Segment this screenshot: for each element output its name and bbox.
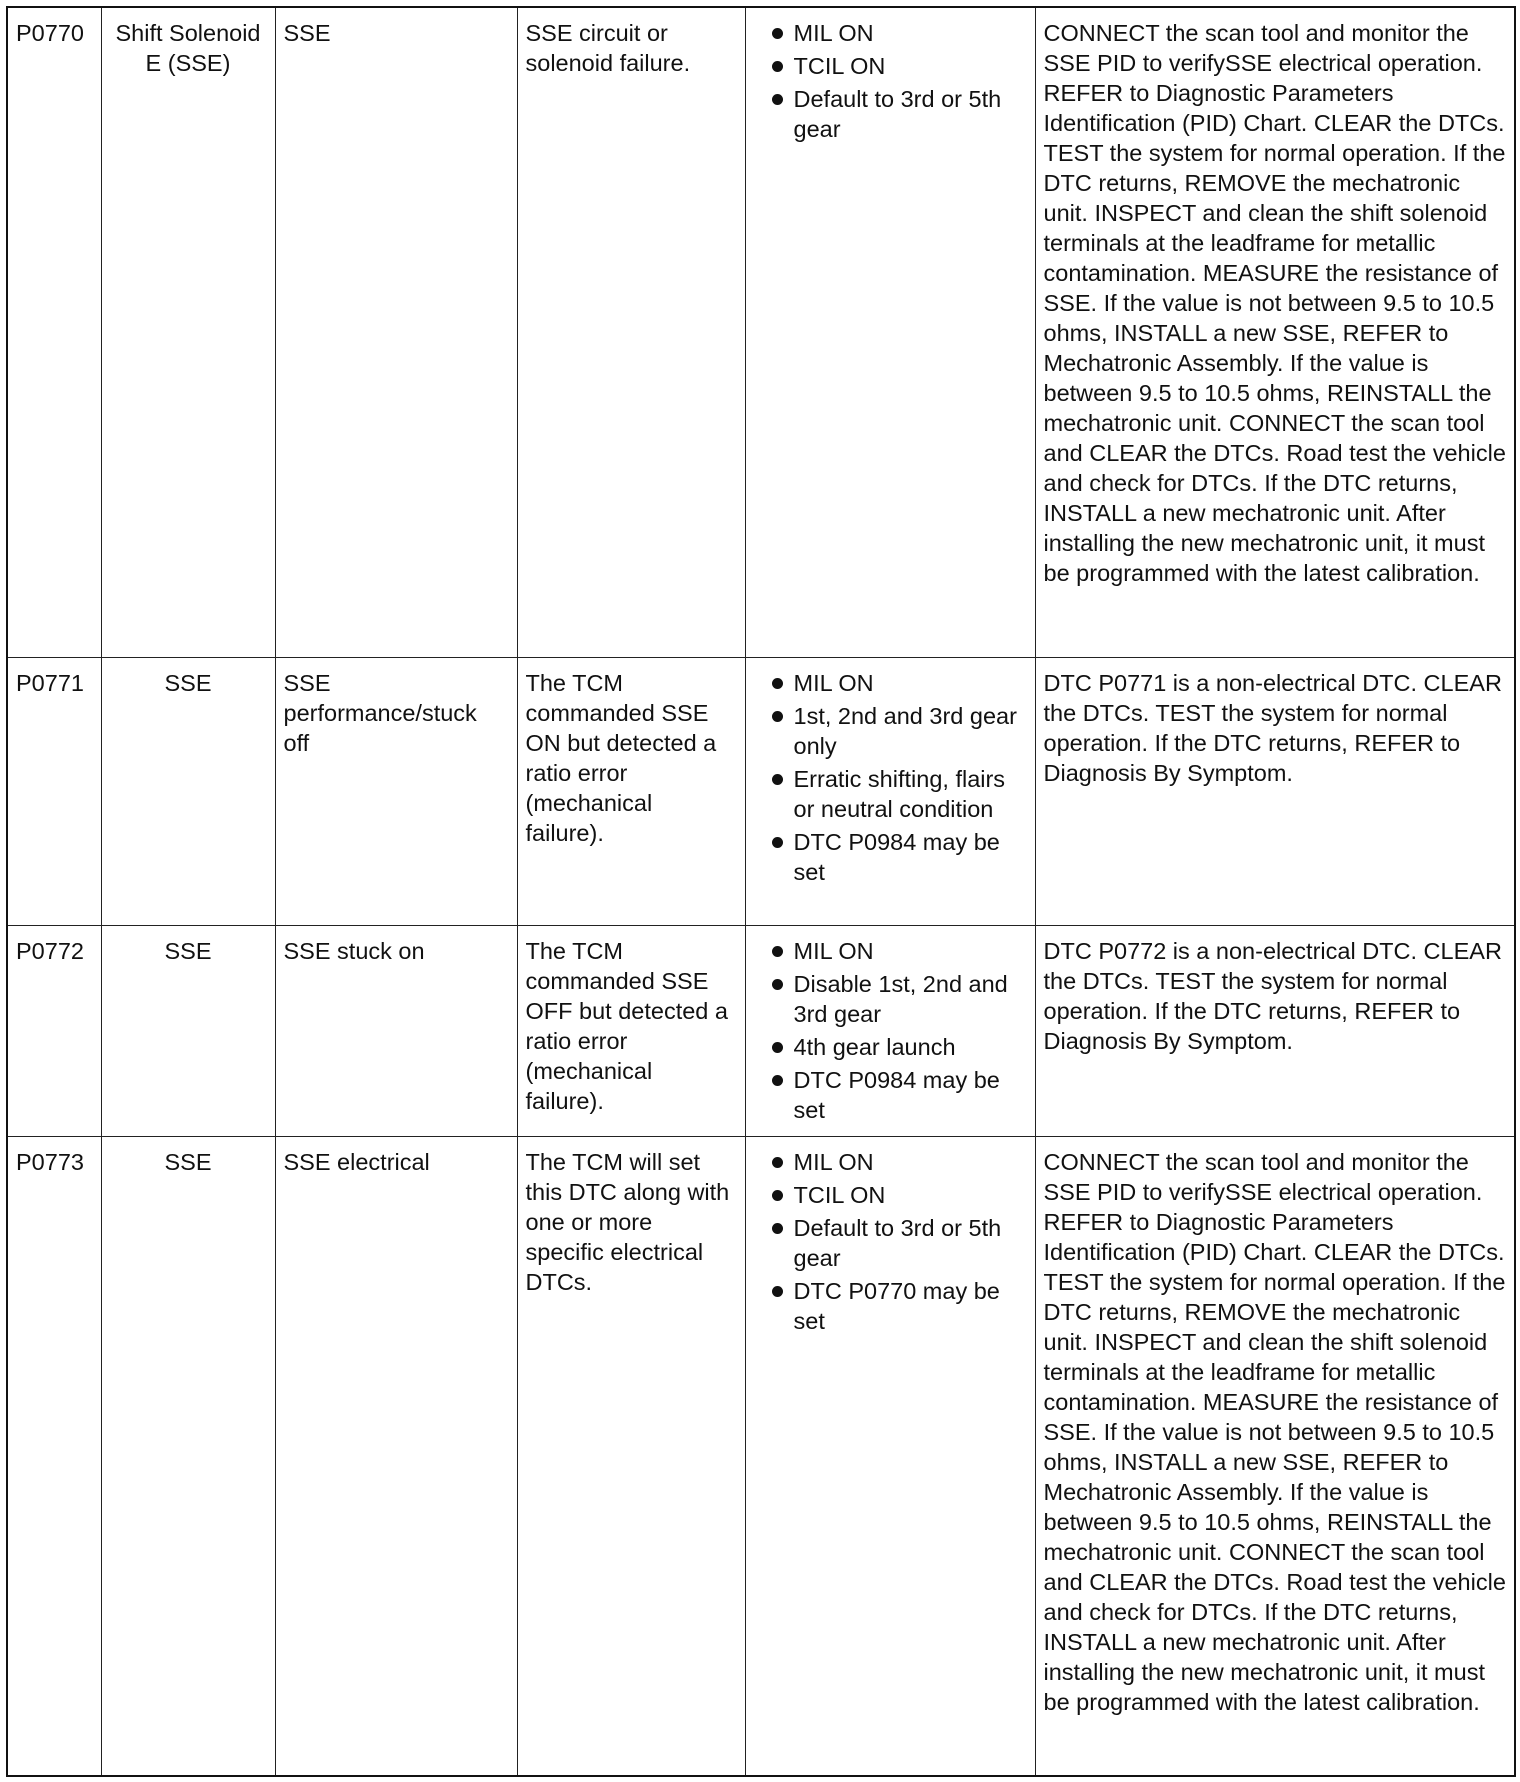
list-item: Disable 1st, 2nd and 3rd gear	[754, 969, 1027, 1029]
symptom-list	[754, 936, 1027, 1125]
action-text: CONNECT the scan tool and monitor the SSE PID to verifySSE electrical operation. REFER to Diagnostic Parameters Identification (PID) Chart. CLEAR the DTCs. TEST the system for normal operation. If the DTC returns, REMOVE the mechatronic unit. INSPECT and clean the shift solenoid terminals at the leadframe for metallic contamination. MEASURE the resistance of SSE. If the value is not between 9.5 to 10.5 ohms, INSTALL a new SSE, REFER to Mechatronic Assembly. If the value is between 9.5 to 10.5 ohms, REINSTALL the mechatronic unit. CONNECT the scan tool and CLEAR the DTCs. Road test the vehicle and check for DTCs. If the DTC returns, INSTALL a new mechatronic unit. After installing the new mechatronic unit, it must be programmed with the latest calibration.	[1035, 7, 1515, 657]
component-name: SSE	[101, 1136, 275, 1776]
action-text: DTC P0772 is a non-electrical DTC. CLEAR the DTCs. TEST the system for normal operation. If the DTC returns, REFER to Diagnosis By Symptom.	[1035, 925, 1515, 1136]
dtc-description: SSE performance/stuck off	[275, 657, 517, 925]
list-item: MIL ON	[754, 936, 1027, 966]
condition-text: The TCM commanded SSE OFF but detected a ratio error (mechanical failure).	[517, 925, 745, 1136]
symptoms-cell	[745, 925, 1035, 1136]
condition-text: The TCM will set this DTC along with one or more specific electrical DTCs.	[517, 1136, 745, 1776]
dtc-code: P0773	[7, 1136, 101, 1776]
list-item: Default to 3rd or 5th gear	[754, 1213, 1027, 1273]
action-text: CONNECT the scan tool and monitor the SSE PID to verifySSE electrical operation. REFER to Diagnostic Parameters Identification (PID) Chart. CLEAR the DTCs. TEST the system for normal operation. If the DTC returns, REMOVE the mechatronic unit. INSPECT and clean the shift solenoid terminals at the leadframe for metallic contamination. MEASURE the resistance of SSE. If the value is not between 9.5 to 10.5 ohms, INSTALL a new SSE, REFER to Mechatronic Assembly. If the value is between 9.5 to 10.5 ohms, REINSTALL the mechatronic unit. CONNECT the scan tool and CLEAR the DTCs. Road test the vehicle and check for DTCs. If the DTC returns, INSTALL a new mechatronic unit. After installing the new mechatronic unit, it must be programmed with the latest calibration.	[1035, 1136, 1515, 1776]
list-item: 4th gear launch	[754, 1032, 1027, 1062]
table-row	[7, 657, 1515, 925]
list-item: MIL ON	[754, 18, 1027, 48]
list-item: 1st, 2nd and 3rd gear only	[754, 701, 1027, 761]
condition-text: The TCM commanded SSE ON but detected a ratio error (mechanical failure).	[517, 657, 745, 925]
list-item: TCIL ON	[754, 1180, 1027, 1210]
table-row	[7, 1136, 1515, 1776]
table-row	[7, 7, 1515, 657]
component-name: SSE	[101, 657, 275, 925]
component-name: SSE	[101, 925, 275, 1136]
list-item: MIL ON	[754, 668, 1027, 698]
action-text: DTC P0771 is a non-electrical DTC. CLEAR the DTCs. TEST the system for normal operation. If the DTC returns, REFER to Diagnosis By Symptom.	[1035, 657, 1515, 925]
table-row	[7, 925, 1515, 1136]
symptoms-cell	[745, 657, 1035, 925]
list-item: Default to 3rd or 5th gear	[754, 84, 1027, 144]
dtc-description: SSE stuck on	[275, 925, 517, 1136]
dtc-code: P0772	[7, 925, 101, 1136]
symptoms-cell	[745, 1136, 1035, 1776]
symptom-list	[754, 668, 1027, 887]
dtc-code: P0771	[7, 657, 101, 925]
dtc-code: P0770	[7, 7, 101, 657]
dtc-description: SSE electrical	[275, 1136, 517, 1776]
condition-text: SSE circuit or solenoid failure.	[517, 7, 745, 657]
list-item: MIL ON	[754, 1147, 1027, 1177]
dtc-table	[6, 6, 1516, 1777]
dtc-description: SSE	[275, 7, 517, 657]
symptom-list	[754, 1147, 1027, 1336]
component-name: Shift Solenoid E (SSE)	[101, 7, 275, 657]
symptoms-cell	[745, 7, 1035, 657]
list-item: DTC P0984 may be set	[754, 827, 1027, 887]
list-item: DTC P0770 may be set	[754, 1276, 1027, 1336]
list-item: TCIL ON	[754, 51, 1027, 81]
list-item: Erratic shifting, flairs or neutral condition	[754, 764, 1027, 824]
list-item: DTC P0984 may be set	[754, 1065, 1027, 1125]
symptom-list	[754, 18, 1027, 144]
